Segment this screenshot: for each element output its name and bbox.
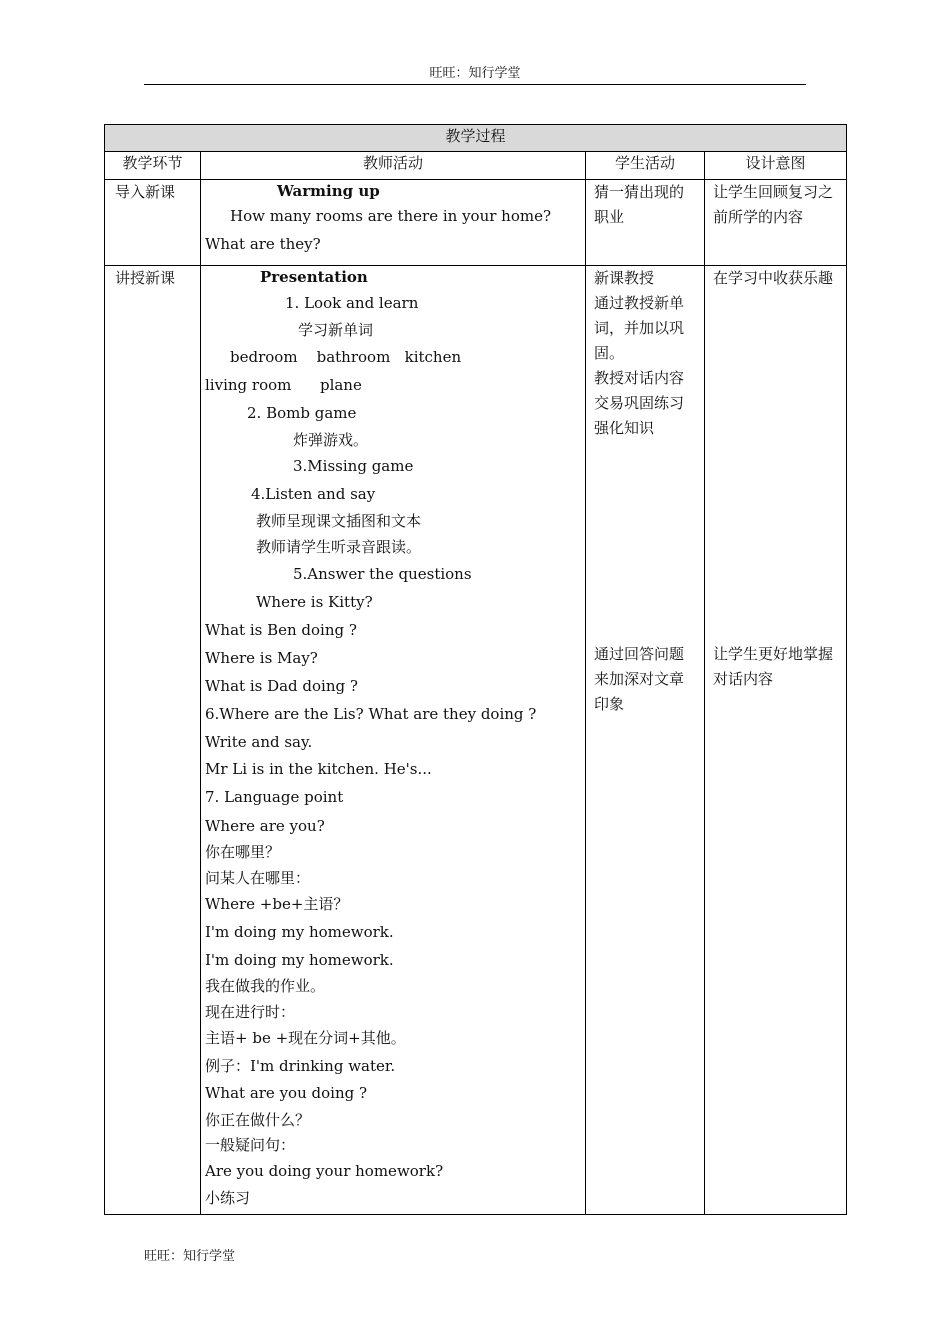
teacher-line: 主语+ be +现在分词+其他。 bbox=[205, 1029, 406, 1047]
teacher-line: Where is Kitty? bbox=[256, 593, 373, 611]
teacher-line: What are you doing ? bbox=[205, 1084, 368, 1102]
header-row bbox=[105, 152, 847, 180]
teacher-line: 我在做我的作业。 bbox=[205, 977, 326, 995]
col-header-teacher: 教师活动 bbox=[201, 152, 586, 180]
teacher-line: What are they? bbox=[205, 235, 321, 253]
teacher-line: 例子：I'm drinking water. bbox=[205, 1057, 396, 1075]
teacher-line: Are you doing your homework? bbox=[205, 1162, 444, 1180]
teacher-line: bedroom bathroom kitchen bbox=[230, 348, 462, 366]
intent-text: 在学习中收获乐趣 bbox=[713, 269, 834, 287]
teacher-line: living room plane bbox=[205, 376, 362, 394]
teacher-line: Presentation bbox=[260, 268, 368, 286]
teacher-line: 教师请学生听录音跟读。 bbox=[256, 538, 422, 556]
teacher-line: Mr Li is in the kitchen. He's... bbox=[205, 760, 432, 778]
teacher-line: I'm doing my homework. bbox=[205, 923, 394, 941]
student-text: 通过回答问题来加深对文章印象 bbox=[594, 645, 685, 713]
student-text: 新课教授 bbox=[594, 269, 655, 287]
teacher-line: How many rooms are there in your home? bbox=[230, 207, 552, 225]
teacher-line: What is Ben doing ? bbox=[205, 621, 357, 639]
page-header: 旺旺：知行学堂 bbox=[429, 66, 521, 81]
student-text: 通过教授新单词，并加以巩固。 bbox=[594, 294, 685, 362]
teacher-line: 你在哪里？ bbox=[205, 843, 281, 861]
table-title: 教学过程 bbox=[105, 125, 847, 152]
teacher-line: 一般疑问句： bbox=[205, 1136, 296, 1154]
header-rule bbox=[144, 84, 806, 85]
teacher-line: 问某人在哪里： bbox=[205, 869, 311, 887]
teacher-line: 现在进行时： bbox=[205, 1003, 296, 1021]
teacher-line: 6.Where are the Lis? What are they doing ? Write and say. bbox=[205, 705, 537, 751]
teacher-line: I'm doing my homework. bbox=[205, 951, 394, 969]
teacher-activity-cell bbox=[201, 266, 586, 1215]
col-header-student: 学生活动 bbox=[586, 152, 705, 180]
student-activity-cell bbox=[586, 266, 705, 1215]
student-text: 猜一猜出现的职业 bbox=[594, 183, 685, 226]
table-row bbox=[105, 180, 847, 266]
stage-cell: 讲授新课 bbox=[105, 266, 201, 1215]
intent-cell bbox=[705, 266, 847, 1215]
teacher-line: 5.Answer the questions bbox=[293, 565, 472, 583]
teacher-line: 4.Listen and say bbox=[251, 485, 376, 503]
teacher-activity-cell bbox=[201, 180, 586, 266]
teacher-line: 炸弹游戏。 bbox=[293, 431, 369, 449]
teacher-line: 你正在做什么？ bbox=[205, 1111, 311, 1129]
student-activity-cell bbox=[586, 180, 705, 266]
teacher-line: Where are you? bbox=[205, 817, 325, 835]
teacher-line: Where +be+主语？ bbox=[205, 895, 349, 913]
teacher-line: 3.Missing game bbox=[293, 457, 414, 475]
teacher-line: 教师呈现课文插图和文本 bbox=[256, 512, 422, 530]
teacher-line: Warming up bbox=[277, 182, 380, 200]
lesson-plan-table bbox=[104, 124, 847, 1215]
student-text: 教授对话内容交易巩固练习强化知识 bbox=[594, 369, 685, 437]
stage-cell: 导入新课 bbox=[105, 180, 201, 266]
teacher-line: What is Dad doing ? bbox=[205, 677, 358, 695]
intent-text: 让学生回顾复习之前所学的内容 bbox=[713, 183, 834, 226]
col-header-stage: 教学环节 bbox=[105, 152, 201, 180]
teacher-line: Where is May? bbox=[205, 649, 318, 667]
page-footer: 旺旺：知行学堂 bbox=[144, 1249, 236, 1264]
col-header-intent: 设计意图 bbox=[705, 152, 847, 180]
teacher-line: 学习新单词 bbox=[298, 321, 374, 339]
intent-cell bbox=[705, 180, 847, 266]
intent-text: 让学生更好地掌握对话内容 bbox=[713, 645, 834, 688]
teacher-line: 小练习 bbox=[205, 1189, 251, 1207]
teacher-line: 7. Language point bbox=[205, 788, 344, 806]
teacher-line: 2. Bomb game bbox=[247, 404, 357, 422]
table-row bbox=[105, 266, 847, 1215]
teacher-line: 1. Look and learn bbox=[285, 294, 419, 312]
